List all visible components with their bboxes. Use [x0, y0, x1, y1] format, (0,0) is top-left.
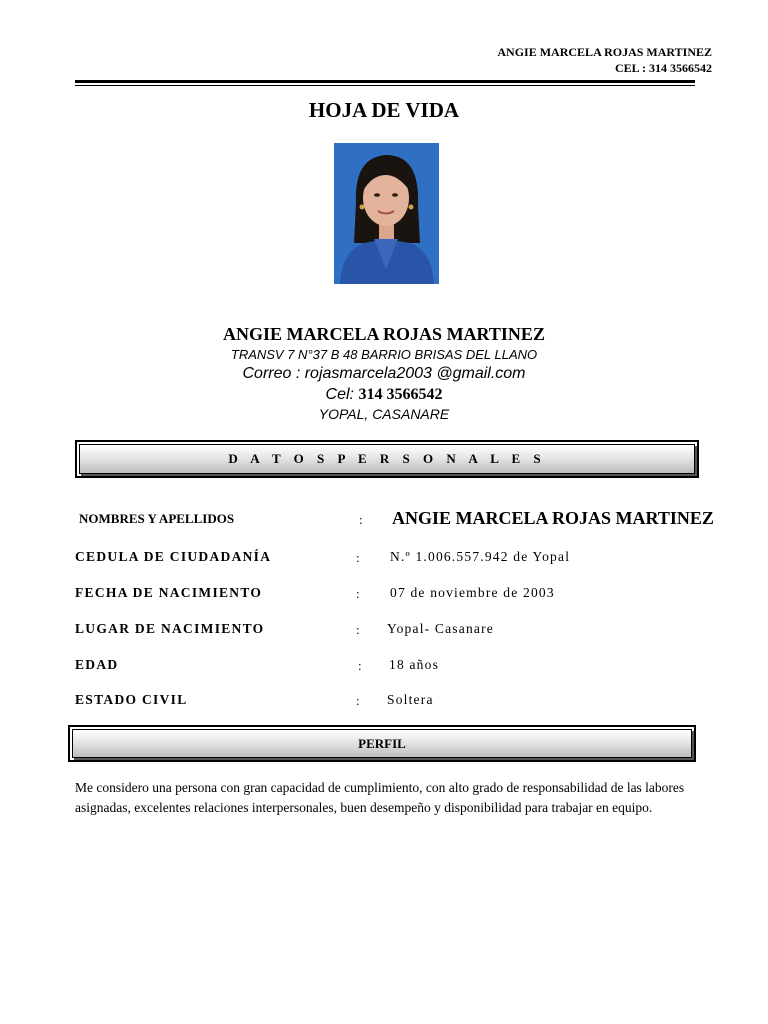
colon-cedula: : — [356, 550, 360, 565]
value-fecha: 07 de noviembre de 2003 — [390, 585, 555, 600]
page-title: HOJA DE VIDA — [308, 98, 460, 122]
label-edad: EDAD — [75, 657, 119, 672]
header-divider-thin — [75, 85, 695, 86]
label-fecha: FECHA DE NACIMIENTO — [75, 585, 263, 600]
value-edad: 18 años — [389, 657, 440, 672]
contact-cel-label: Cel: — [325, 386, 359, 403]
contact-cel-number: 314 3566542 — [358, 386, 443, 403]
colon-edad: : — [358, 658, 362, 673]
label-estado: ESTADO CIVIL — [75, 692, 188, 707]
value-lugar: Yopal- Casanare — [387, 621, 494, 636]
value-nombres: ANGIE MARCELA ROJAS MARTINEZ — [392, 508, 714, 528]
value-estado: Soltera — [387, 692, 434, 707]
label-cedula: CEDULA DE CIUDADANÍA — [75, 549, 272, 564]
colon-lugar: : — [356, 622, 360, 637]
header-divider-thick — [75, 80, 695, 83]
colon-estado: : — [356, 693, 360, 708]
contact-email: Correo : rojasmarcela2003 @gmail.com — [242, 365, 526, 382]
contact-name: ANGIE MARCELA ROJAS MARTINEZ — [223, 324, 545, 344]
colon-fecha: : — [356, 586, 360, 601]
profile-text: Me considero una persona con gran capacidad de cumplimiento, con alto grado de responsabilidad de las labores asignadas, excelentes relaciones interpersonales, buen desempeño y disponibilidad para trabajar en equipo. — [75, 780, 685, 815]
contact-city: YOPAL, CASANARE — [318, 406, 450, 422]
section-perfil-label: PERFIL — [72, 729, 692, 758]
header-cel: CEL : 314 3566542 — [614, 61, 712, 75]
section-datos-personales-label: D A T O S P E R S O N A L E S — [79, 444, 695, 474]
contact-address: TRANSV 7 N°37 B 48 BARRIO BRISAS DEL LLANO — [230, 347, 538, 362]
person-photo — [334, 143, 439, 284]
label-lugar: LUGAR DE NACIMIENTO — [75, 621, 265, 636]
section-datos-personales — [75, 440, 699, 478]
colon-nombres: : — [359, 512, 363, 527]
label-nombres: NOMBRES Y APELLIDOS — [79, 511, 235, 526]
section-perfil — [68, 725, 696, 762]
contact-cel — [0, 386, 768, 404]
person-photo-icon — [334, 143, 439, 284]
header-name: ANGIE MARCELA ROJAS MARTINEZ — [497, 45, 712, 59]
value-cedula: N.º 1.006.557.942 de Yopal — [390, 549, 571, 564]
